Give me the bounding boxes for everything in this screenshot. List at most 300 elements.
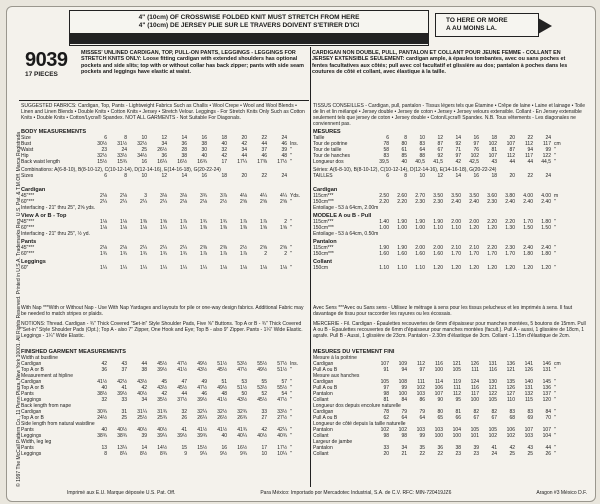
cell-value: 1⅛ [100, 219, 107, 225]
cell-value: 49½ [197, 361, 207, 367]
unit-label: " [290, 251, 292, 257]
cell-value: 2.30 [505, 245, 515, 251]
row-label: Size [21, 135, 31, 141]
cell-value: 43½ [237, 397, 247, 403]
unit-label: cm [554, 141, 561, 147]
cell-value: 45½ [217, 367, 227, 373]
cell-value: 116 [435, 361, 443, 367]
cell-value: 1.20 [469, 265, 479, 271]
cell-value: 32 [101, 397, 107, 403]
cell-value: 24 [491, 451, 497, 457]
cell-value: 132 [524, 391, 533, 397]
cell-value: 82 [473, 409, 479, 415]
cell-value: 117 [525, 153, 533, 159]
cell-value: 8 [404, 135, 407, 141]
suggested-fabrics: SUGGESTED FABRICS: Cardigan, Top, Pants - Lightweight Fabrics Such as Challis • Wool Crepe • Wool and Wool Blends • Linen and Linen Blends • Double Knits • Cotton Knits • Jersey • Stretch Velour. Leggings - For Stretch Knits Only Such as Cotton Knits • Double Knits • Cotton/Lycra® Spandex. NOT ALL GARMENTS - Not Suitable For Diagonals. [21, 103, 305, 121]
cell-value: 38¾ [117, 433, 127, 439]
cell-value: 51½ [277, 367, 287, 373]
cell-value: 22 [419, 451, 425, 457]
cell-value: 37 [121, 367, 127, 373]
cell-value: 47 [181, 379, 187, 385]
cell-value: 1.80 [541, 251, 551, 257]
cell-value: 91 [383, 367, 389, 373]
cell-value: 44 [241, 153, 247, 159]
row-label: Pantalon [313, 391, 333, 397]
cell-value: 23 [473, 451, 479, 457]
cell-value: 38½ [97, 391, 107, 397]
cell-value: 8¼ [120, 451, 127, 457]
yardage-section-title: Pants [21, 239, 37, 245]
cell-value: 41½ [197, 427, 207, 433]
cell-value: 1.10 [451, 225, 461, 231]
cell-value: 2⅛ [100, 193, 107, 199]
cell-value: 69 [527, 415, 533, 421]
to-here-line1: TO HERE OR MORE [446, 17, 508, 24]
cell-value: 31½ [117, 141, 127, 147]
row-label: Pantalon [313, 445, 333, 451]
cell-value: 46 [201, 391, 207, 397]
cell-value: 53 [241, 379, 247, 385]
cell-value: 1¾ [220, 219, 227, 225]
cell-value: 2⅛ [120, 245, 127, 251]
cell-value: 1.20 [541, 265, 551, 271]
cell-value: 105 [488, 427, 497, 433]
cell-value: 3.80 [505, 193, 515, 199]
cell-value: 57 [281, 379, 287, 385]
row-label: 150cm*** [313, 251, 334, 257]
cell-value: 137 [542, 391, 551, 397]
cell-value: 107 [434, 391, 443, 397]
row-label: Tour de hanches [313, 153, 350, 159]
cell-value: 67 [491, 415, 497, 421]
cell-value: 4¼ [280, 193, 287, 199]
table-row [21, 159, 298, 165]
stretch-line-en: 4" (10cm) OF CROSSWISE FOLDED KNIT MUST STRETCH FROM HERE [138, 14, 360, 21]
cell-value: 102 [470, 153, 479, 159]
cell-value: 87 [437, 141, 443, 147]
cell-value: 8 [124, 173, 127, 179]
unit-label: " [554, 245, 556, 251]
cell-value: 103 [416, 427, 425, 433]
cell-value: 1.10 [379, 265, 389, 271]
table-header: MESURES DU VETEMENT FINI [313, 349, 395, 355]
cell-value: 95 [455, 397, 461, 403]
unit-label: " [554, 415, 556, 421]
cell-value: 36 [101, 367, 107, 373]
cell-value: 1⅜ [200, 225, 207, 231]
cell-value: 14 [455, 173, 461, 179]
cell-value: 18 [221, 173, 227, 179]
cell-value: 47½ [237, 367, 247, 373]
french-description: CARDIGAN NON DOUBLE, PULL, PANTALON ET COLLANT POUR JEUNE FEMME - COLLANT EN JERSEY EXTENSIBLE SEULEMENT: cardigan ample, à épaules tombantes, avec ou sans poches et fentes facultatives aux côtés; pull avec col facultatif et glissière au dos; pantalon à poches dans les coutures de côté et collant, avec élastique à la taille. [312, 50, 568, 76]
cell-value: 101 [470, 433, 479, 439]
cell-value: 43 [491, 159, 497, 165]
metrage-table [313, 185, 558, 271]
cell-value: 8 [104, 451, 107, 457]
cell-value: 20 [509, 135, 515, 141]
cell-value: 112 [507, 153, 515, 159]
cell-value: 41 [121, 385, 127, 391]
row-label: Cardigan [21, 379, 42, 385]
cell-value: 2¼ [100, 199, 107, 205]
cell-value: 79 [419, 409, 425, 415]
cell-value: 34 [241, 147, 247, 153]
cell-value: 66 [455, 415, 461, 421]
cell-value: 10 [419, 135, 425, 141]
row-label: Tour de taille [313, 147, 342, 153]
cell-value: 79 [401, 409, 407, 415]
cell-value: 40 [101, 427, 107, 433]
cell-value: 1⅝ [260, 225, 267, 231]
interfacing-note: Interfacing - 21" thru 25", ½ yd. [21, 231, 90, 237]
cell-value: 35 [419, 445, 425, 451]
cell-value: 2⅛ [100, 245, 107, 251]
cell-value: 17 [261, 445, 267, 451]
cell-value: 2.00 [469, 219, 479, 225]
cell-value: 121 [452, 361, 461, 367]
cell-value: 2.40 [541, 199, 551, 205]
cell-value: 20 [509, 173, 515, 179]
cell-value: 122 [488, 391, 497, 397]
cell-value: 2⅛ [180, 199, 187, 205]
cell-value: 2.30 [433, 199, 443, 205]
cell-value: 49½ [217, 385, 227, 391]
cell-value: 1¼ [180, 225, 187, 231]
unit-label: " [554, 367, 556, 373]
cell-value: 1.60 [433, 251, 443, 257]
cell-value: 26¾ [237, 415, 247, 421]
cell-value: 1¼ [180, 265, 187, 271]
unit-label: " [290, 397, 292, 403]
cell-value: 26½ [217, 415, 227, 421]
cell-value: 136 [506, 361, 515, 367]
cell-value: 94 [401, 367, 407, 373]
yardage-section-title: Collant [313, 259, 332, 265]
cell-value: 41 [181, 427, 187, 433]
cell-value: 38¾ [97, 433, 107, 439]
cell-value: 1⅛ [100, 225, 107, 231]
yardage-table [21, 185, 300, 271]
cell-value: 99 [545, 147, 551, 153]
cell-value: 16 [221, 445, 227, 451]
cell-value: 41¾ [237, 427, 247, 433]
cell-value: 55½ [257, 361, 267, 367]
cell-value: 40½ [137, 391, 147, 397]
cell-value: 64 [419, 147, 425, 153]
cell-value: 16 [141, 159, 147, 165]
cell-value: 2.10 [469, 245, 479, 251]
unit-label: " [554, 251, 556, 257]
cell-value: 92 [437, 153, 443, 159]
cell-value: 40 [101, 385, 107, 391]
cell-value: 1⅛ [120, 225, 127, 231]
cell-value: 42 [241, 141, 247, 147]
cell-value: 4⅛ [240, 193, 247, 199]
cell-value: 30 [201, 147, 207, 153]
unit-label: Ins. [290, 141, 299, 147]
cell-value: 1.00 [415, 225, 425, 231]
cell-value: 1¼ [120, 265, 127, 271]
cell-value: 100 [434, 367, 443, 373]
cell-value: 65 [437, 415, 443, 421]
cell-value: 1⅛ [280, 265, 287, 271]
unit-label: " [554, 219, 556, 225]
cell-value: 25 [509, 451, 515, 457]
cell-value: 39,5 [379, 159, 389, 165]
table-row [21, 173, 298, 179]
cell-value: 110 [507, 397, 515, 403]
cell-value: 100 [452, 433, 461, 439]
cell-value: 97 [473, 141, 479, 147]
cell-value: 41½ [177, 367, 187, 373]
cell-value: 2⅜ [200, 245, 207, 251]
to-here-arrow [435, 13, 539, 37]
cell-value: 107 [542, 427, 551, 433]
cell-value: 24 [281, 173, 287, 179]
cell-value: 44 [261, 141, 267, 147]
cell-value: 10 [141, 173, 147, 179]
cell-value: 116 [471, 385, 479, 391]
cell-value: 1⅞ [200, 251, 207, 257]
cell-value: 22 [261, 173, 267, 179]
cell-value: 2⅜ [220, 245, 227, 251]
unit-label: " [554, 265, 556, 271]
unit-label: " [554, 147, 556, 153]
cell-value: 102 [506, 433, 515, 439]
cell-value: 16 [201, 173, 207, 179]
cell-value: 103 [416, 391, 425, 397]
yardage-section-title: Cardigan [21, 187, 46, 193]
unit-label: " [290, 159, 292, 165]
cell-value: 97 [419, 367, 425, 373]
yardage-section-title: View A or B - Top [21, 213, 67, 219]
cell-value: 1.60 [397, 251, 407, 257]
cell-value: 53½ [257, 385, 267, 391]
table-header: MESURES [313, 129, 341, 135]
cell-value: 82 [491, 409, 497, 415]
cell-value: 14 [141, 445, 147, 451]
cell-value: 126 [470, 361, 479, 367]
cell-value: 2.40 [523, 245, 533, 251]
cell-value: 67 [437, 147, 443, 153]
cell-value: 104 [452, 427, 461, 433]
cell-value: 87 [509, 147, 515, 153]
imprint-left: Imprimé aux E.U. Marque déposée U.S. Pat. Off. [67, 490, 176, 496]
cell-value: 2.20 [397, 199, 407, 205]
cell-value: 8 [124, 135, 127, 141]
cell-value: 1⅛ [260, 265, 267, 271]
cell-value: 108 [398, 379, 407, 385]
row-label: 45"*** [21, 219, 35, 225]
cell-value: 83 [527, 409, 533, 415]
cell-value: 1.10 [397, 265, 407, 271]
cell-value: 1⅜ [140, 219, 147, 225]
cell-value: 20 [241, 135, 247, 141]
cell-value: 38 [181, 153, 187, 159]
cell-value: 32½ [217, 409, 227, 415]
cell-value: 90 [437, 397, 443, 403]
cell-value: 1⅜ [220, 225, 227, 231]
unit-label: " [554, 159, 556, 165]
cell-value: 1⅛ [240, 265, 247, 271]
unit-label: " [290, 225, 292, 231]
cell-value: 41½ [217, 427, 227, 433]
cell-value: 102 [488, 433, 497, 439]
cell-value: 103 [524, 433, 533, 439]
row-label: Leggings [21, 433, 42, 439]
row-label: Bust [21, 141, 32, 147]
cell-value: 20 [241, 173, 247, 179]
cell-value: 97 [455, 153, 461, 159]
cell-value: 38 [455, 445, 461, 451]
unit-label: Ins. [290, 361, 299, 367]
cell-value: 30¾ [97, 409, 107, 415]
unit-label: " [554, 199, 556, 205]
interfacing-note: Entoilage - 53 à 64cm, 2.00m [313, 205, 379, 211]
row-label: Side length from natural waistline [21, 421, 95, 427]
cell-value: 39½ [197, 397, 207, 403]
unit-label: " [290, 433, 292, 439]
cell-value: 1.90 [397, 219, 407, 225]
table-row [21, 451, 298, 457]
row-label: 115cm*** [313, 245, 334, 251]
cell-value: 2⅛ [120, 193, 127, 199]
cell-value: 8½ [140, 451, 147, 457]
cell-value: 54 [281, 391, 287, 397]
cell-value: 25 [121, 415, 127, 421]
row-label: Collant [313, 451, 329, 457]
cell-value: 39½ [117, 391, 127, 397]
cell-value: 24 [281, 135, 287, 141]
unit-label: " [290, 147, 292, 153]
cell-value: 42 [141, 385, 147, 391]
cell-value: 1⅞ [260, 219, 267, 225]
cell-value: 52 [261, 391, 267, 397]
to-here-line2: A AU MOINS LA. [446, 25, 497, 32]
notions: NOTIONS: Thread. Cardigan - ¾" Thick Covered "Set-in" Style Shoulder Pads, Five ⅝" Buttons. Top A or B - ¾" Thick Covered "Set-in" Style Shoulder Pads (Opt.); Top A - also 7" Zipper, One Hook and Eye; Top B - also 9" Zipper. Pants - 1¼" Wide Elastic. Leggings - 1¼" Wide Elastic. [21, 321, 303, 339]
row-label: Cardigan [21, 409, 42, 415]
row-label: Mesure aux hanches [313, 373, 360, 379]
cell-value: 2.60 [397, 193, 407, 199]
cell-value: 25 [527, 451, 533, 457]
cell-value: 78 [383, 409, 389, 415]
cell-value: 44 [141, 361, 147, 367]
cell-value: 33½ [117, 153, 127, 159]
row-label: Measurement at hipline [21, 373, 73, 379]
cell-value: 4.00 [541, 193, 551, 199]
cell-value: 1.90 [397, 245, 407, 251]
cell-value: 120 [542, 397, 551, 403]
cell-value: 34½ [137, 153, 147, 159]
cell-value: 1.90 [433, 219, 443, 225]
cell-value: 100 [398, 391, 407, 397]
cell-value: 25½ [137, 415, 147, 421]
table-header: FINISHED GARMENT MEASUREMENTS [21, 349, 127, 355]
row-label: Pants [21, 427, 34, 433]
cell-value: 48 [221, 391, 227, 397]
cell-value: 115 [525, 397, 533, 403]
cell-value: 41½ [97, 379, 107, 385]
table-row [313, 451, 561, 457]
cell-value: 2.40 [505, 199, 515, 205]
cell-value: 40 [221, 141, 227, 147]
cell-value: 34 [401, 445, 407, 451]
stretch-line-fr: 4" (10cm) DE JERSEY PLIE SUR LE TRAVERS DOIVENT S'ETIRER D'ICI [138, 22, 360, 29]
cell-value: 3.50 [469, 193, 479, 199]
cell-value: 2⅝ [280, 199, 287, 205]
cell-value: 43 [121, 361, 127, 367]
cell-value: 10¼ [277, 451, 287, 457]
row-label: Longueur dos [313, 159, 344, 165]
cell-value: 45 [161, 379, 167, 385]
cell-value: 58 [383, 147, 389, 153]
cell-value: 17½ [277, 159, 287, 165]
cell-value: 111 [471, 367, 479, 373]
interfacing-note: Interfacing - 21" thru 25", 2⅝ yds. [21, 205, 96, 211]
cell-value: 45½ [257, 397, 267, 403]
row-label: 45"*** [21, 193, 35, 199]
cell-value: 22 [437, 451, 443, 457]
cell-value: 53½ [237, 361, 247, 367]
cell-value: 2.10 [451, 245, 461, 251]
cell-value: 117 [471, 391, 479, 397]
row-label: Cardigan [21, 361, 42, 367]
row-label: Pants [21, 391, 34, 397]
cell-value: 67 [473, 415, 479, 421]
row-label: 150cm*** [313, 225, 334, 231]
cell-value: 146 [542, 361, 551, 367]
cell-value: 1⅞ [180, 219, 187, 225]
row-label: Collant [313, 397, 329, 403]
cell-value: 22 [527, 173, 533, 179]
cell-value: 1.20 [451, 265, 461, 271]
cell-value: 6 [104, 135, 107, 141]
pattern-envelope-back [6, 6, 596, 502]
unit-label: " [554, 153, 556, 159]
interfacing-note: Entoilage - 53 à 64cm, 0.50m [313, 231, 379, 237]
cell-value: 44 [545, 445, 551, 451]
cell-value: 116 [489, 367, 497, 373]
cell-value: 2 [264, 251, 267, 257]
cell-value: 10 [419, 173, 425, 179]
cell-value: 2¼ [160, 199, 167, 205]
cell-value: 32½ [137, 141, 147, 147]
cell-value: 51½ [237, 385, 247, 391]
row-label: 60"*** [21, 251, 35, 257]
cell-value: 33½ [277, 409, 287, 415]
stretch-gauge-text [70, 14, 428, 30]
cell-value: 16 [473, 135, 479, 141]
cell-value: 42½ [117, 379, 127, 385]
cell-value: 17⅜ [257, 159, 267, 165]
cell-value: 80 [437, 409, 443, 415]
cell-value: 1.20 [487, 265, 497, 271]
cell-value: 88 [419, 153, 425, 159]
cell-value: 22 [261, 135, 267, 141]
cell-value: 9¾ [240, 451, 247, 457]
cell-value: 44 [527, 159, 533, 165]
cell-value: 1¾ [100, 251, 107, 257]
cell-value: 40,5 [415, 159, 425, 165]
cell-value: 3.50 [433, 193, 443, 199]
unit-label: " [290, 199, 292, 205]
cell-value: 9 [184, 451, 187, 457]
cell-value: 1⅝ [160, 219, 167, 225]
row-label: Mesure à la poitrine [313, 355, 357, 361]
cell-value: 112 [417, 361, 425, 367]
cell-value: 119 [453, 379, 461, 385]
cell-value: 51 [221, 379, 227, 385]
